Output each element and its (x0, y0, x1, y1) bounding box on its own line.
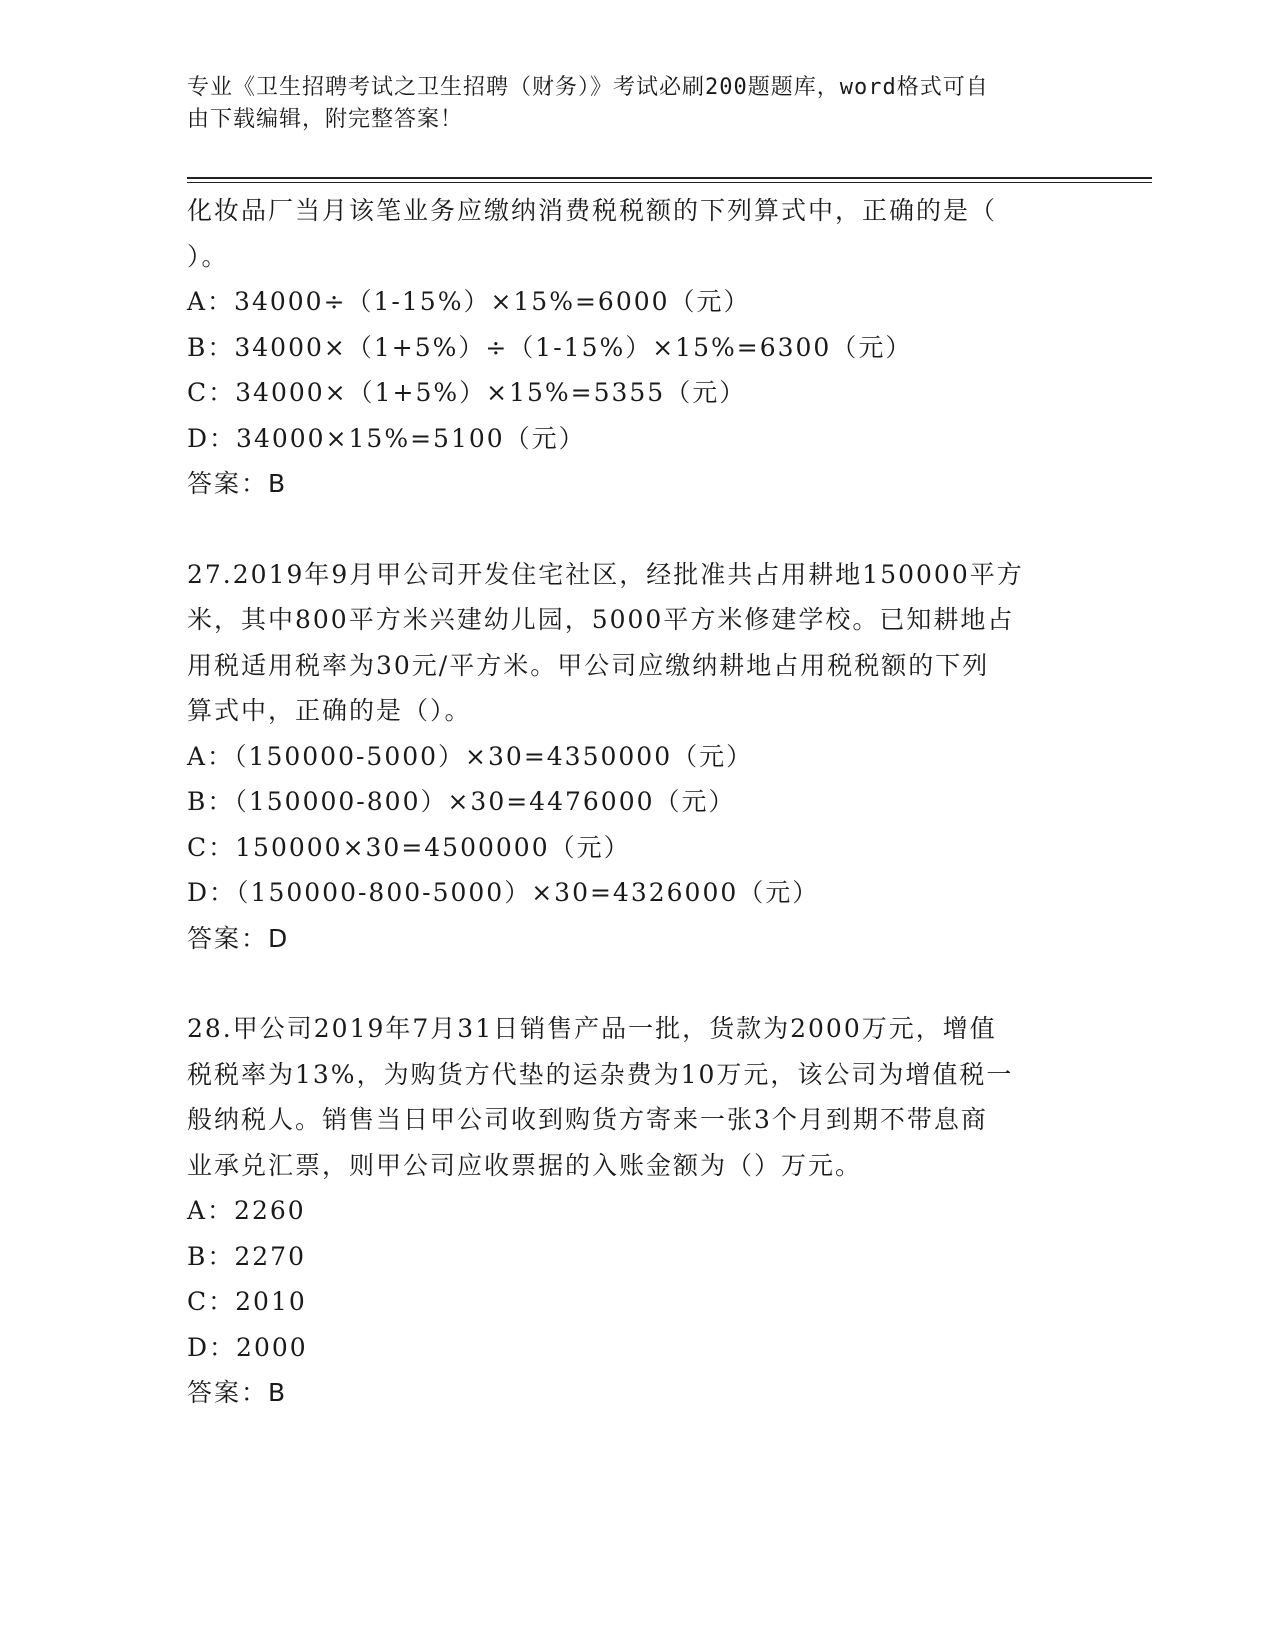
answer-line: 答案：B (187, 469, 288, 498)
header-divider-thick (187, 177, 1152, 179)
question-spacer (187, 961, 1067, 1006)
question-list (187, 188, 1067, 1416)
question-spacer (187, 507, 1067, 552)
question-block (187, 1006, 1067, 1416)
question-stem-line: 米，其中800平方米兴建幼儿园，5000平方米修建学校。已知耕地占 (187, 605, 1015, 634)
option-a: A：34000÷（1-15%）×15%=6000（元） (187, 287, 751, 316)
question-stem-line: 算式中，正确的是（）。 (187, 696, 472, 725)
answer-line: 答案：D (187, 923, 290, 953)
question-stem-line: 业承兑汇票，则甲公司应收票据的入账金额为（）万元。 (187, 1150, 863, 1180)
question-stem-line: 税税率为13%，为购货方代垫的运杂费为10万元，该公司为增值税一 (187, 1059, 1014, 1089)
option-c: C：2010 (187, 1287, 307, 1316)
header-divider-thin (187, 182, 1152, 183)
question-stem-line: 用税适用税率为30元/平方米。甲公司应缴纳耕地占用税税额的下列 (187, 650, 990, 680)
question-stem-line: ）。 (187, 241, 229, 271)
option-d: D：（150000-800-5000）×30=4326000（元） (187, 878, 820, 907)
question-block (187, 552, 1067, 962)
option-c: C：34000×（1+5%）×15%=5355（元） (187, 378, 747, 407)
option-d: D：2000 (187, 1332, 308, 1362)
question-block (187, 188, 1067, 507)
question-stem-line: 28.甲公司2019年7月31日销售产品一批，货款为2000万元，增值 (187, 1014, 997, 1043)
option-b: B：2270 (187, 1241, 306, 1271)
option-c: C：150000×30=4500000（元） (187, 832, 631, 862)
question-stem-line: 化妆品厂当月该笔业务应缴纳消费税税额的下列算式中，正确的是（ (187, 196, 998, 225)
answer-line: 答案：B (187, 1378, 288, 1407)
question-stem-line: 27.2019年9月甲公司开发住宅社区，经批准共占用耕地150000平方 (187, 559, 1024, 589)
header-line-2: 由下载编辑，附完整答案！ (187, 107, 464, 132)
header-line-1: 专业《卫生招聘考试之卫生招聘（财务）》考试必刷200题题库，word格式可自 (187, 75, 989, 100)
option-b: B：34000×（1+5%）÷（1-15%）×15%=6300（元） (187, 332, 913, 362)
option-a: A：2260 (187, 1196, 306, 1225)
option-d: D：34000×15%=5100（元） (187, 423, 586, 453)
document-header (187, 72, 1067, 136)
option-b: B：（150000-800）×30=4476000（元） (187, 787, 736, 816)
question-stem-line: 般纳税人。销售当日甲公司收到购货方寄来一张3个月到期不带息商 (187, 1105, 988, 1134)
option-a: A：（150000-5000）×30=4350000（元） (187, 741, 754, 771)
